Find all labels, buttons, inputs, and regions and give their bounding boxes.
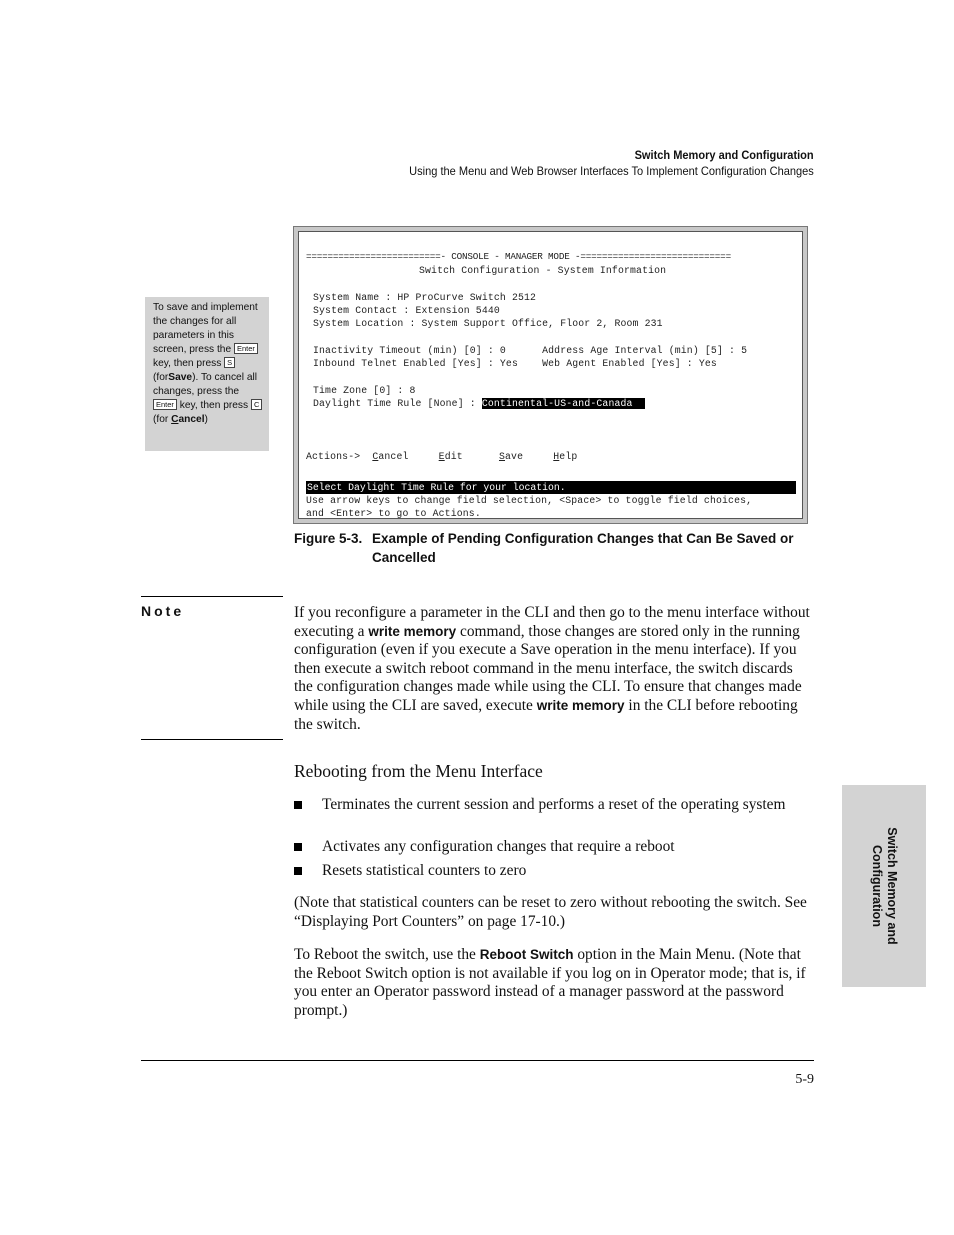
c-key-icon: C [251, 399, 262, 410]
note-rule-bottom [141, 739, 283, 740]
note-body: If you reconfigure a parameter in the CLI and then go to the menu interface without executing a write memory command, those changes are stored only in the running configuration (even if you execute a Save operation in the menu interface). If you then execute a switch reboot command in the menu interface, the switch discards the configuration changes made while using the CLI. To ensure that changes made while using the CLI are saved, execute write memory in the CLI before rebooting the switch. [294, 604, 810, 733]
bullet-icon [294, 801, 302, 809]
help-line-2: and <Enter> to go to Actions. [306, 508, 481, 519]
command-write-memory: write memory [368, 623, 457, 639]
telnet-row[interactable]: Inbound Telnet Enabled [Yes] : Yes Web Agent Enabled [Yes] : Yes [313, 358, 717, 369]
screen-title: Switch Configuration - System Information [419, 265, 667, 276]
list-item: Terminates the current session and performs a reset of the operating system [294, 796, 814, 834]
section-heading: Rebooting from the Menu Interface [294, 761, 543, 781]
running-header-title: Switch Memory and Configuration [634, 148, 814, 162]
enter-key-icon: Enter [234, 343, 258, 354]
console-screenshot [293, 226, 808, 524]
figure-number: Figure 5-3. [294, 531, 363, 546]
footer-rule [141, 1060, 814, 1061]
command-write-memory: write memory [536, 697, 625, 713]
daylight-rule-value[interactable]: Continental-US-and-Canada [481, 398, 645, 409]
action-save[interactable]: Save [498, 451, 524, 462]
s-key-icon: S [224, 357, 235, 368]
system-location-field[interactable]: System Location : System Support Office, Floor 2, Room 231 [313, 318, 663, 329]
status-bar: Select Daylight Time Rule for your location. [306, 481, 796, 494]
enter-key-icon: Enter [153, 399, 177, 410]
margin-note: To save and implement the changes for all parameters in this screen, press the Enter key, then press S (forSave). To cancel all changes, press the Enter key, then press C (for Cancel) [145, 297, 269, 451]
chapter-tab-label: Switch Memory and Configuration [870, 827, 899, 945]
running-header-subtitle: Using the Menu and Web Browser Interfaces To Implement Configuration Changes [409, 164, 814, 178]
bullet-icon [294, 843, 302, 851]
console-screen [298, 231, 803, 519]
console-header: =========================- CONSOLE - MANAGER MODE -============================ [306, 251, 731, 262]
action-edit[interactable]: Edit [438, 451, 463, 462]
paragraph-reboot: To Reboot the switch, use the Reboot Switch option in the Main Menu. (Note that the Reboot Switch option is not available if you log on in Operator mode; that is, if you enter an Operator password instead of a manager password at the password prompt.) [294, 946, 806, 1019]
page-number: 5-9 [795, 1072, 814, 1087]
action-help[interactable]: Help [553, 451, 578, 462]
help-line-1: Use arrow keys to change field selection, <Space> to toggle field choices, [306, 495, 753, 506]
timeout-row[interactable]: Inactivity Timeout (min) [0] : 0 Address Age Interval (min) [5] : 5 [313, 345, 748, 356]
figure-caption: Figure 5-3. Example of Pending Configuration Changes that Can Be Saved or Cancelled [294, 531, 794, 565]
command-reboot-switch: Reboot Switch [479, 947, 574, 962]
system-name-field[interactable]: System Name : HP ProCurve Switch 2512 [313, 292, 537, 303]
note-label: Note [141, 603, 185, 619]
system-contact-field[interactable]: System Contact : Extension 5440 [313, 305, 500, 316]
daylight-rule-row[interactable]: Daylight Time Rule [None] : Continental-US-and-Canada [313, 398, 645, 409]
list-item: Activates any configuration changes that require a reboot [294, 838, 814, 858]
chapter-tab [842, 785, 926, 987]
action-cancel[interactable]: Cancel [372, 451, 409, 462]
bullet-icon [294, 867, 302, 875]
actions-bar [306, 451, 577, 463]
paragraph-counters: (Note that statistical counters can be reset to zero without rebooting the switch. See “Displaying Port Counters” on page 17-10.) [294, 894, 807, 930]
note-rule-top [141, 596, 283, 597]
list-item: Resets statistical counters to zero [294, 862, 814, 882]
time-zone-field[interactable]: Time Zone [0] : 8 [313, 385, 416, 396]
actions-label: Actions-> [306, 451, 361, 462]
